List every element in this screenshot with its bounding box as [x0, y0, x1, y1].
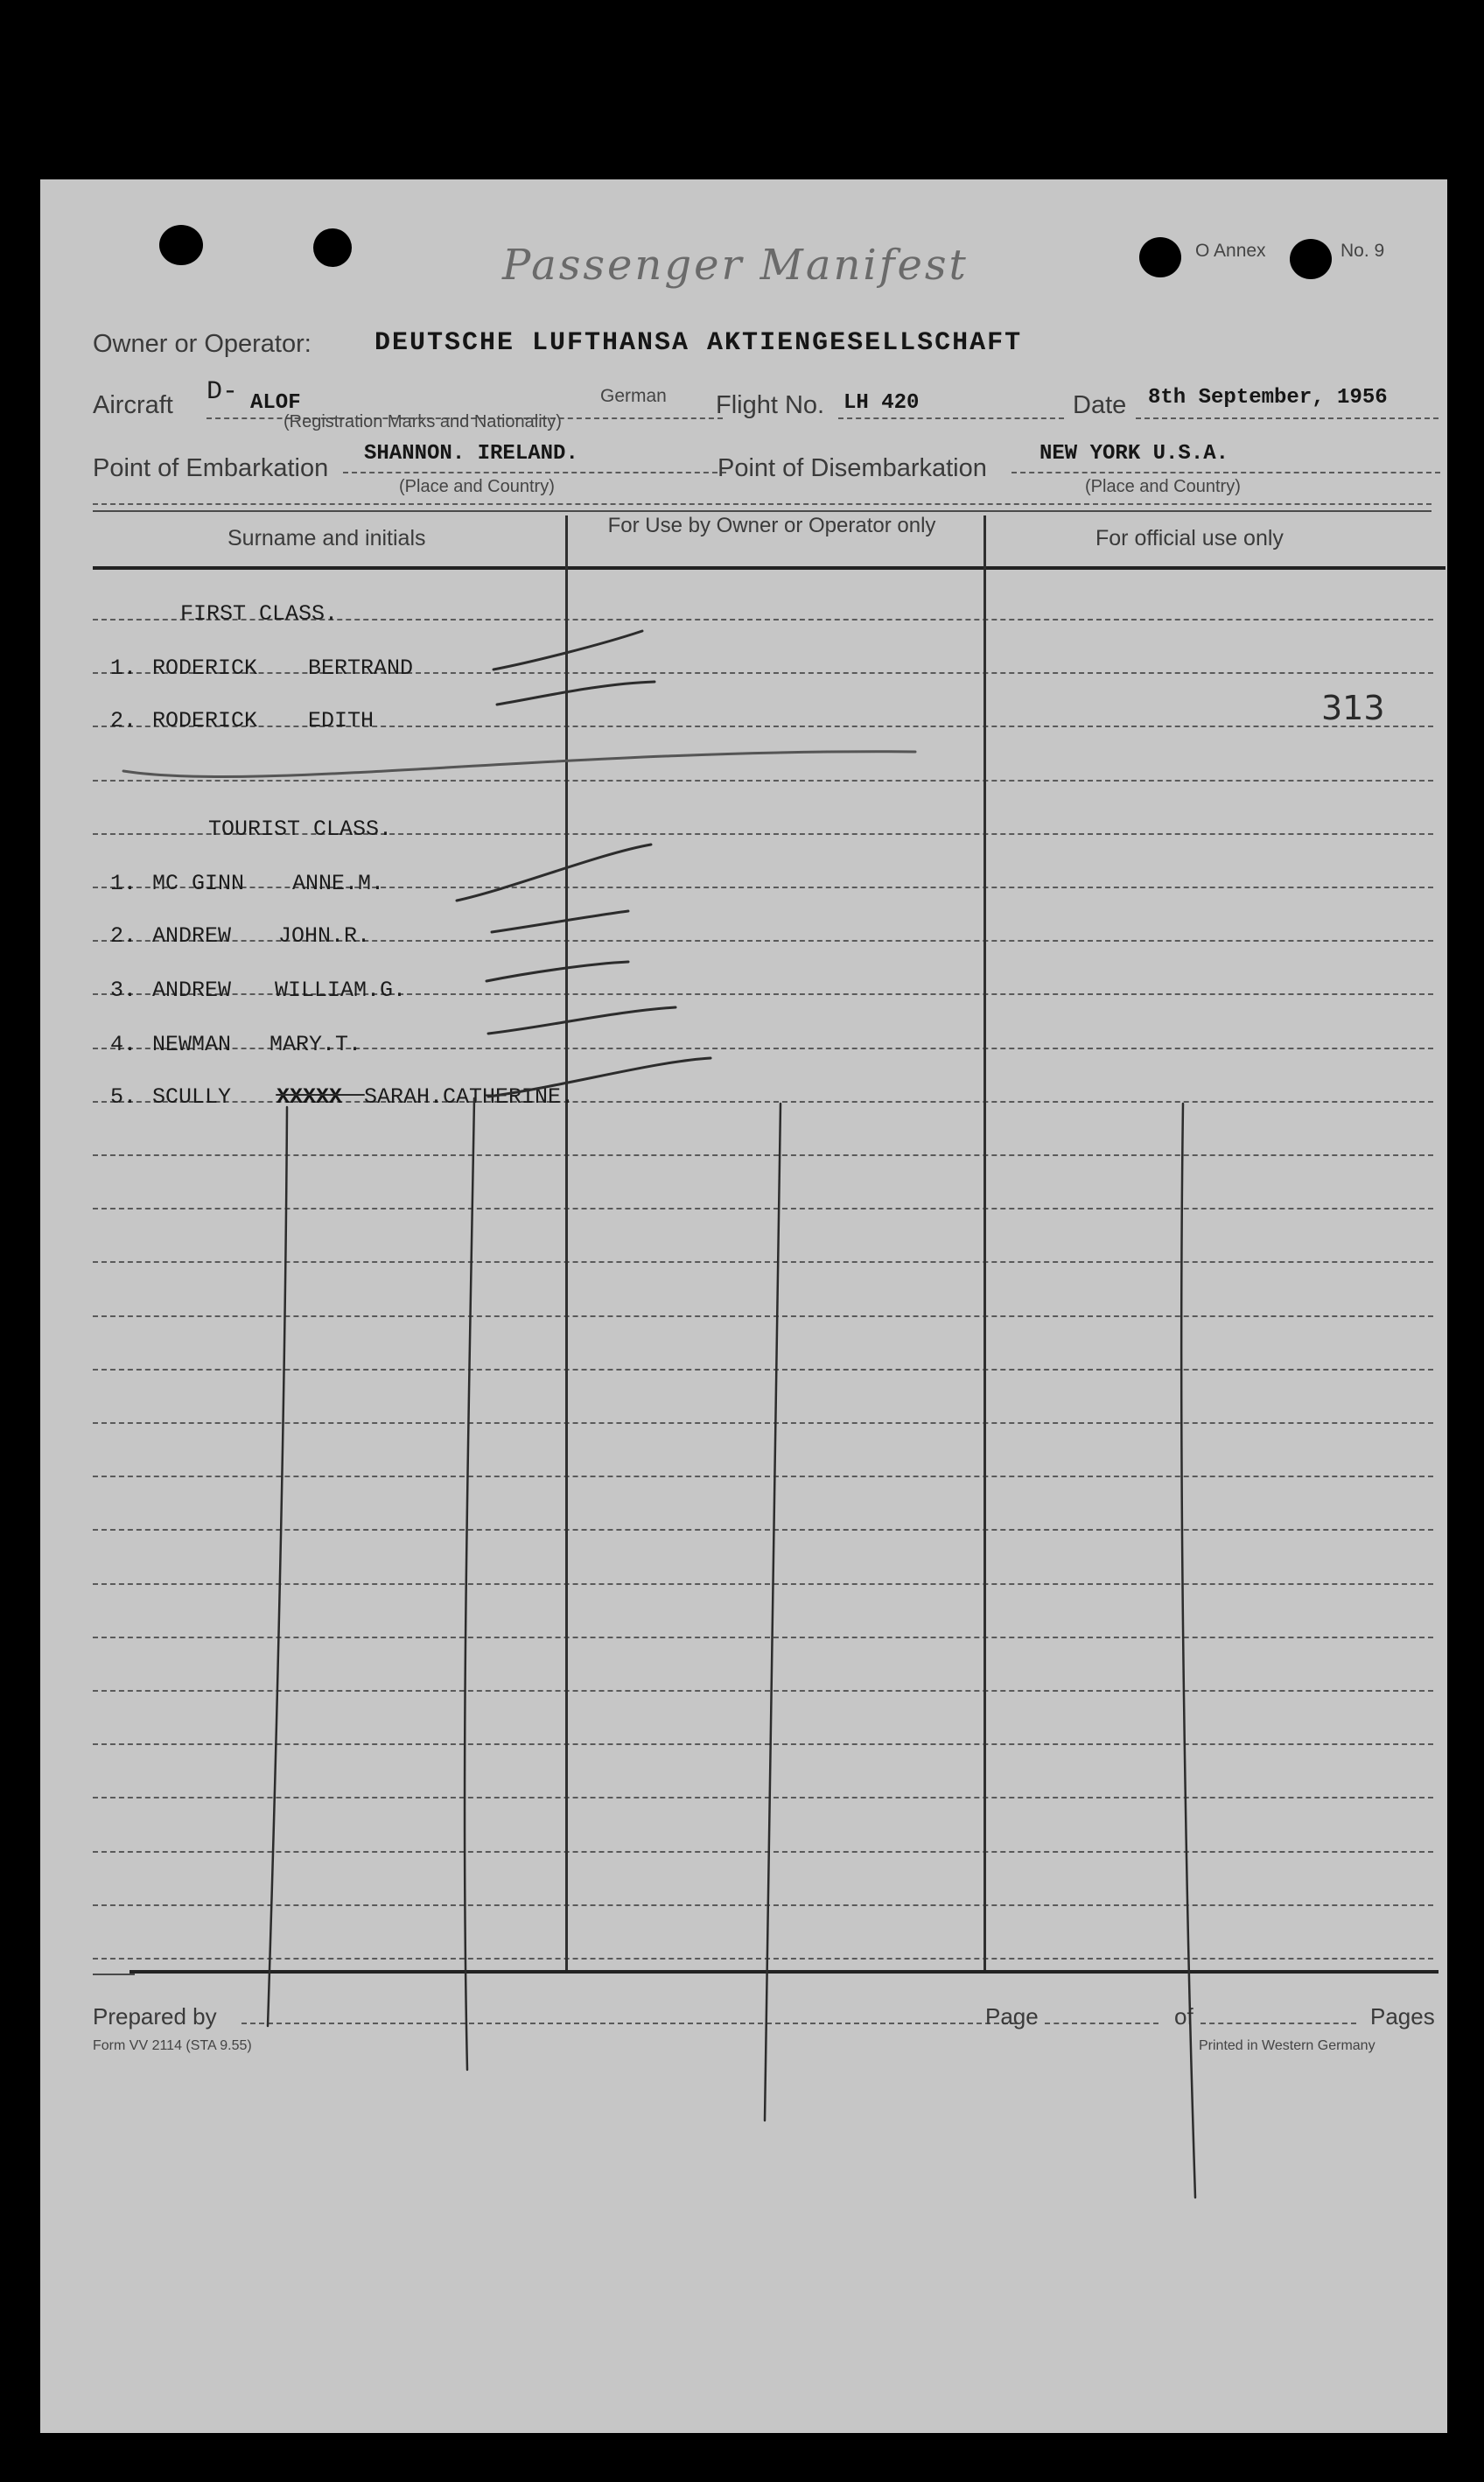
- embarkation-label: Point of Embarkation: [93, 454, 329, 482]
- pen-stroke: [765, 1104, 780, 2121]
- passenger-number: 1.: [110, 871, 137, 896]
- pages-label: Pages: [1370, 2003, 1435, 2030]
- passenger-given-name: SARAH.CATHERINE.: [364, 1084, 575, 1110]
- annex-label: O Annex: [1195, 241, 1266, 261]
- passenger-number: 4.: [110, 1032, 137, 1057]
- passenger-number: 5.: [110, 1084, 137, 1110]
- passenger-number: 2.: [110, 923, 137, 949]
- pen-stroke: [123, 752, 915, 777]
- passenger-number: 2.: [110, 708, 137, 733]
- column-header-owner-use: For Use by Owner or Operator only: [607, 514, 936, 537]
- aircraft-registration: ALOF: [250, 391, 301, 415]
- owner-label: Owner or Operator:: [93, 330, 312, 358]
- passenger-given-name: MARY.T.: [270, 1032, 362, 1057]
- date-value: 8th September, 1956: [1148, 386, 1388, 410]
- column-header-official-use: For official use only: [1096, 526, 1284, 550]
- pen-stroke: [488, 1007, 676, 1034]
- pen-stroke: [488, 1058, 710, 1097]
- prepared-by-label: Prepared by: [93, 2003, 217, 2030]
- passenger-number: 3.: [110, 978, 137, 1003]
- pen-stroke: [486, 962, 628, 981]
- aircraft-label: Aircraft: [93, 391, 173, 419]
- passenger-surname: NEWMAN: [152, 1032, 232, 1057]
- passenger-given-name: WILLIAM.G.: [275, 978, 407, 1003]
- embarkation-caption: (Place and Country): [399, 477, 555, 496]
- passenger-given-name: ANNE.M.: [292, 871, 385, 896]
- pen-stroke: [465, 1098, 474, 2070]
- form-number: Form VV 2114 (STA 9.55): [93, 2038, 252, 2053]
- embarkation-value: SHANNON. IRELAND.: [364, 442, 578, 466]
- pen-stroke: [268, 1107, 287, 2026]
- passenger-surname: SCULLY: [152, 1084, 232, 1110]
- passenger-surname: ANDREW: [152, 923, 232, 949]
- disembarkation-value: NEW YORK U.S.A.: [1040, 442, 1229, 466]
- passenger-surname: RODERICK: [152, 708, 258, 733]
- flight-number: LH 420: [844, 391, 920, 415]
- passenger-surname: ANDREW: [152, 978, 232, 1003]
- passenger-number: 1.: [110, 656, 137, 681]
- manifest-sheet: [40, 179, 1447, 2433]
- section-heading-first-class: FIRST CLASS.: [180, 601, 339, 627]
- printed-in: Printed in Western Germany: [1199, 2038, 1376, 2053]
- passenger-surname: RODERICK: [152, 656, 258, 681]
- passenger-surname: MC GINN: [152, 871, 245, 896]
- pen-marks: [40, 179, 1447, 2433]
- pen-stroke: [492, 911, 628, 932]
- official-number: 313: [1321, 689, 1385, 727]
- pen-stroke: [1181, 1104, 1195, 2198]
- pen-stroke: [494, 631, 642, 670]
- disembarkation-label: Point of Disembarkation: [718, 454, 987, 482]
- pen-stroke: [497, 682, 654, 705]
- owner-value: DEUTSCHE LUFTHANSA AKTIENGESELLSCHAFT: [374, 328, 1023, 358]
- flight-label: Flight No.: [716, 391, 825, 419]
- disembarkation-caption: (Place and Country): [1085, 477, 1241, 496]
- passenger-given-name: BERTRAND: [308, 656, 414, 681]
- page-label: Page: [985, 2003, 1039, 2030]
- aircraft-nationality: German: [600, 386, 667, 406]
- column-header-surname: Surname and initials: [228, 526, 426, 550]
- section-heading-tourist-class: TOURIST CLASS.: [208, 817, 393, 842]
- of-label: of: [1174, 2003, 1194, 2030]
- aircraft-caption: (Registration Marks and Nationality): [284, 412, 562, 431]
- date-label: Date: [1073, 391, 1127, 419]
- passenger-given-name: JOHN.R.: [278, 923, 371, 949]
- pen-stroke: [457, 845, 651, 901]
- aircraft-prefix: D-: [206, 377, 239, 407]
- page-title: Passenger Manifest: [502, 241, 969, 290]
- annex-number: No. 9: [1340, 241, 1385, 261]
- passenger-given-name: EDITH: [308, 708, 374, 733]
- struck-text: XXXXX: [276, 1084, 343, 1110]
